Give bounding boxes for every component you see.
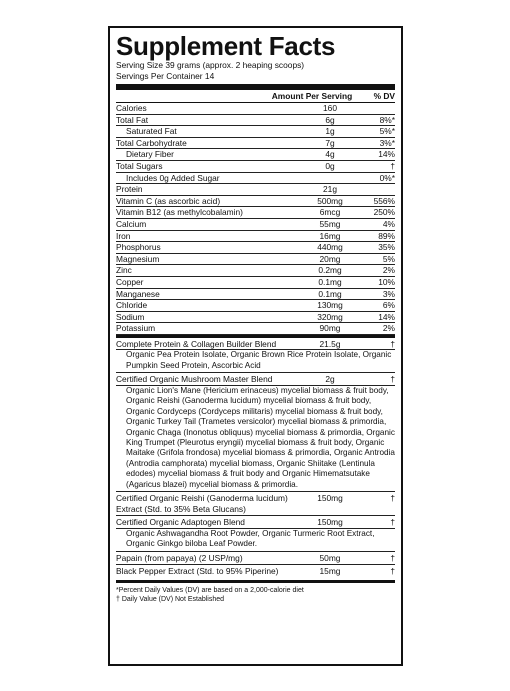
footnote-dagger: † Daily Value (DV) Not Established [116,596,225,604]
nutrient-dv: 2% [382,323,395,334]
nutrient-row [116,207,395,219]
amount-header: Amount Per Serving [271,91,353,101]
column-header [116,90,395,103]
nutrient-dv: 556% [373,195,395,206]
nutrient-row [116,323,395,335]
blend-item [116,515,395,550]
nutrient-name: Dietary Fiber [126,149,174,160]
nutrient-dv: 89% [378,230,395,241]
nutrient-amount: 20mg [319,253,341,264]
blend-amount: 50mg [319,552,341,563]
nutrient-row [116,277,395,289]
blend-row [116,339,395,350]
supplement-facts-panel [108,26,403,666]
nutrient-name: Calcium [116,218,147,229]
nutrient-row [116,289,395,301]
nutrient-dv [357,184,395,195]
nutrient-dv: 8%* [379,114,395,125]
nutrient-row [116,149,395,161]
blend-name: Complete Protein & Collagen Builder Blend [116,338,277,349]
nutrient-amount: 440mg [317,242,343,253]
nutrient-name: Manganese [116,288,160,299]
nutrient-row [116,300,395,312]
blend-amount: 21.5g [319,338,341,349]
blend-row [116,517,395,528]
blend-item [116,491,395,515]
blend-amount: 2g [325,374,335,385]
nutrient-name: Vitamin C (as ascorbic acid) [116,195,221,206]
nutrient-name: Total Sugars [116,160,163,171]
nutrient-amount: 320mg [317,311,343,322]
nutrient-name: Iron [116,230,131,241]
nutrient-table [116,103,395,335]
nutrient-row [116,184,395,196]
nutrient-row [116,242,395,254]
nutrient-row [116,161,395,173]
nutrient-name: Potassium [116,323,156,334]
nutrient-dv: 14% [378,311,395,322]
blend-row [116,374,395,385]
blend-dv: † [390,338,395,349]
panel-title: Supplement Facts [116,31,336,61]
nutrient-amount: 500mg [317,195,343,206]
blend-amount: 150mg [317,492,343,503]
nutrient-row [116,196,395,208]
blend-name: Black Pepper Extract (Std. to 95% Piperine) [116,566,279,577]
nutrient-amount: 6mcg [319,207,341,218]
nutrient-name: Magnesium [116,253,160,264]
nutrient-dv: 10% [378,276,395,287]
nutrient-row [116,126,395,138]
nutrient-dv: 0%* [379,172,395,183]
nutrient-dv: 14% [378,149,395,160]
blend-item [116,551,395,565]
nutrient-dv: 3% [382,288,395,299]
footnote-dv: *Percent Daily Values (DV) are based on a 2,000-calorie diet [116,586,304,594]
nutrient-row [116,219,395,231]
nutrient-amount: 7g [325,137,335,148]
blend-item [116,372,395,491]
nutrient-amount: 1g [325,126,335,137]
nutrient-dv: † [390,160,395,171]
blend-dv: † [390,552,395,563]
nutrient-name: Copper [116,276,144,287]
blend-ingredients: Organic Ashwagandha Root Powder, Organic Turmeric Root Extract, Organic Ginkgo biloba Leaf Powder. [116,528,395,550]
nutrient-name: Chloride [116,300,148,311]
blend-dv: † [390,492,395,503]
servings-per-container: Servings Per Container 14 [116,71,215,81]
nutrient-row [116,115,395,127]
blend-dv: † [390,517,395,528]
blend-dv: † [390,566,395,577]
footnotes [116,583,395,605]
nutrient-amount: 0g [325,160,335,171]
nutrient-amount: 4g [325,149,335,160]
dv-header: % DV [373,91,395,101]
blend-row [116,566,395,577]
nutrient-amount: 0.2mg [318,265,342,276]
nutrient-dv: 2% [382,265,395,276]
serving-size: Serving Size 39 grams (approx. 2 heaping scoops) [116,60,305,70]
nutrient-row [116,103,395,115]
blend-name: Certified Organic Adaptogen Blend [116,517,245,528]
nutrient-dv: 5% [382,253,395,264]
nutrient-amount: 130mg [317,300,343,311]
blend-name: Certified Organic Reishi (Ganoderma lucidum) Extract (Std. to 35% Beta Glucans) [116,492,288,514]
blend-row [116,553,395,564]
blend-row [116,493,395,514]
nutrient-row [116,138,395,150]
nutrient-amount: 160 [323,103,337,113]
blend-amount: 15mg [319,566,341,577]
nutrient-amount: 16mg [319,230,341,241]
blend-name: Papain (from papaya) (2 USP/mg) [116,552,243,563]
nutrient-dv: 5%* [379,126,395,137]
nutrient-row [116,265,395,277]
nutrient-name: Calories [116,103,147,113]
nutrient-amount: 21g [323,184,337,195]
blend-item [116,338,395,372]
nutrient-dv: 6% [382,300,395,311]
nutrient-name: Zinc [116,265,132,276]
nutrient-amount [303,173,357,184]
nutrient-amount: 0.1mg [318,288,342,299]
nutrient-dv [357,103,395,114]
nutrient-name: Saturated Fat [126,126,177,137]
blend-name: Certified Organic Mushroom Master Blend [116,374,273,385]
nutrient-amount: 0.1mg [318,276,342,287]
nutrient-row [116,312,395,324]
nutrient-amount: 55mg [319,218,341,229]
nutrient-name: Total Carbohydrate [116,137,187,148]
nutrient-name: Sodium [116,311,145,322]
blend-section [116,338,395,578]
nutrient-dv: 250% [373,207,395,218]
blend-item [116,564,395,578]
nutrient-row [116,173,395,185]
blend-amount: 150mg [317,517,343,528]
blend-dv: † [390,374,395,385]
nutrient-name: Includes 0g Added Sugar [126,172,220,183]
nutrient-name: Phosphorus [116,242,161,253]
nutrient-dv: 3%* [379,137,395,148]
nutrient-name: Protein [116,184,143,195]
nutrient-dv: 4% [382,218,395,229]
blend-ingredients: Organic Lion's Mane (Hericium erinaceus) mycelial biomass & fruit body, Organic Reishi (Ganoderma lucidum) mycelial biomass & fruit body, Organic Cordyceps (Cordyceps militaris) mycelial biomass & fruit body, Organic Turkey Tail (Trametes versicolor) mycelial biomass & primordia, Organic Chaga (Inonotus obliquus) mycelial biomass & primordia, Organic King Trumpet (Pleurotus eryngii) mycelial biomass & fruit body, Organic Maitake (Grifola frondosa) mycelial biomass & primordia, Organic Antrodia (Antrodia camphorata) mycelial biomass, Organic Shiitake (Lentinula edodes) mycelial biomass & fruit body and Organic Himematsutake (Agaricus blazei) mycelial biomass & primordia. [116,385,395,490]
nutrient-amount: 6g [325,114,335,125]
blend-ingredients: Organic Pea Protein Isolate, Organic Brown Rice Protein Isolate, Organic Pumpkin Seed Protein, Ascorbic Acid [116,349,395,371]
nutrient-row [116,231,395,243]
nutrient-row [116,254,395,266]
nutrient-name: Total Fat [116,114,149,125]
nutrient-name: Vitamin B12 (as methylcobalamin) [116,207,243,218]
nutrient-amount: 90mg [319,323,341,334]
nutrient-dv: 35% [378,242,395,253]
